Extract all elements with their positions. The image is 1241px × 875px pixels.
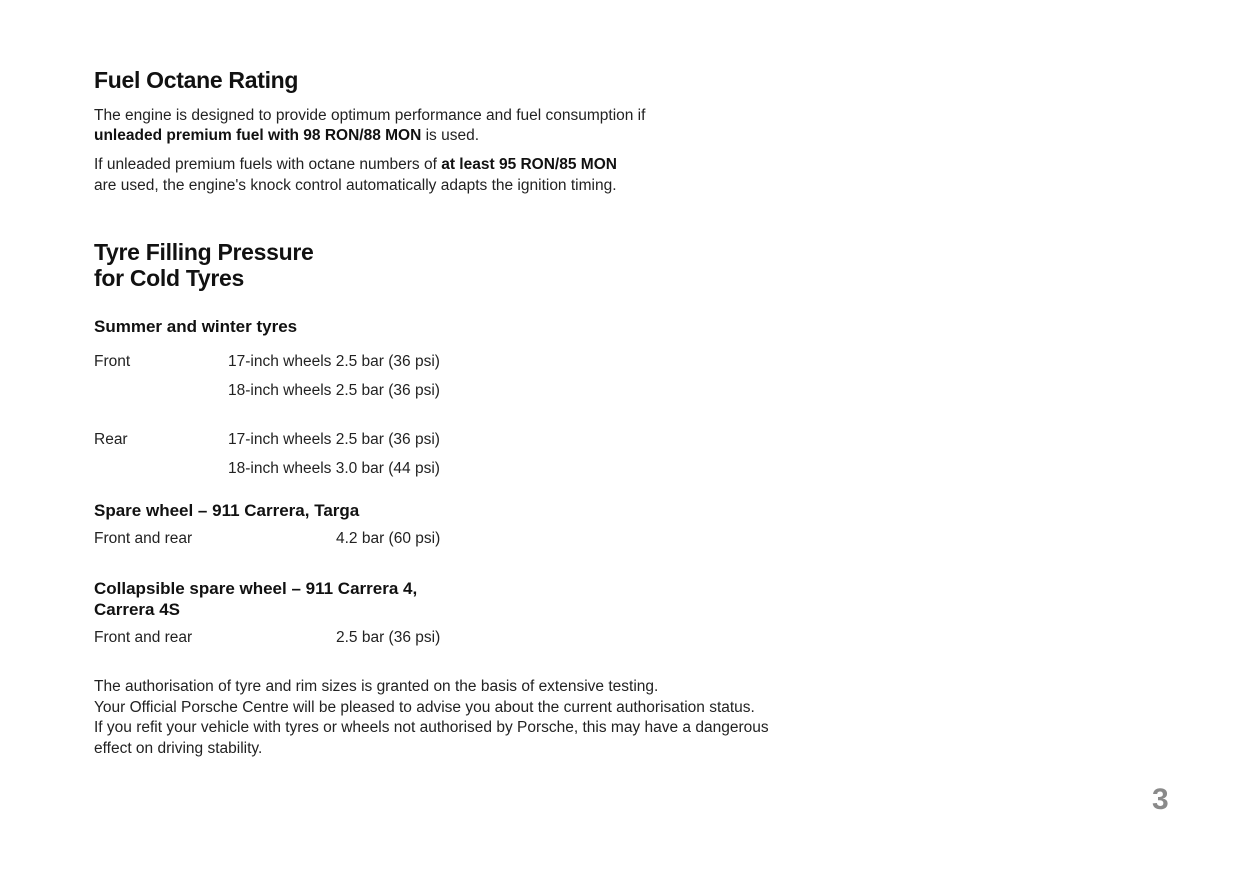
fuel-95-ron-emphasis: at least 95 RON/85 MON (441, 156, 617, 173)
rear-18-inch-row: 18-inch wheels 3.0 bar (44 psi) (228, 460, 440, 477)
summer-winter-heading: Summer and winter tyres (94, 317, 298, 336)
collapsible-spare-heading-line-1: Collapsible spare wheel – 911 Carrera 4, (94, 579, 418, 598)
front-17-inch-row: 17-inch wheels 2.5 bar (36 psi) (228, 353, 440, 370)
fuel-paragraph-2-line-2: are used, the engine's knock control automatically adapts the ignition timing. (94, 177, 617, 194)
authorisation-note-line-2: Your Official Porsche Centre will be pleased to advise you about the current authorisation status. (94, 698, 755, 716)
authorisation-note-line-1: The authorisation of tyre and rim sizes is granted on the basis of extensive testing. (94, 678, 659, 695)
authorisation-note-line-3: If you refit your vehicle with tyres or wheels not authorised by Porsche, this may have a dangerous (94, 719, 769, 736)
collapsible-spare-heading-line-2: Carrera 4S (94, 600, 181, 619)
fuel-paragraph-2-line-1 (94, 154, 617, 175)
fuel-98-ron-emphasis: unleaded premium fuel with 98 RON/88 MON (94, 127, 422, 144)
spare-wheel-value: 4.2 bar (60 psi) (336, 530, 441, 547)
fuel-paragraph-1-tail: is used. (421, 127, 480, 144)
collapsible-spare-label: Front and rear (94, 629, 193, 646)
fuel-paragraph-1-line-1: The engine is designed to provide optimum performance and fuel consumption if (94, 107, 646, 124)
spare-wheel-heading: Spare wheel – 911 Carrera, Targa (94, 501, 360, 520)
spare-wheel-label: Front and rear (94, 530, 193, 547)
front-label: Front (94, 353, 131, 370)
rear-label: Rear (94, 431, 128, 448)
front-18-inch-row: 18-inch wheels 2.5 bar (36 psi) (228, 382, 440, 399)
fuel-paragraph-1-line-2 (94, 125, 479, 146)
fuel-octane-heading: Fuel Octane Rating (94, 67, 299, 93)
rear-17-inch-row: 17-inch wheels 2.5 bar (36 psi) (228, 431, 440, 448)
authorisation-note-line-4: effect on driving stability. (94, 739, 263, 757)
fuel-paragraph-2-start: If unleaded premium fuels with octane numbers of (94, 156, 442, 173)
collapsible-spare-value: 2.5 bar (36 psi) (336, 629, 441, 646)
page-number: 3 (1152, 783, 1169, 816)
tyre-pressure-heading-line-1: Tyre Filling Pressure (94, 239, 314, 265)
tyre-pressure-heading-line-2: for Cold Tyres (94, 265, 245, 291)
authorisation-note (94, 677, 769, 759)
